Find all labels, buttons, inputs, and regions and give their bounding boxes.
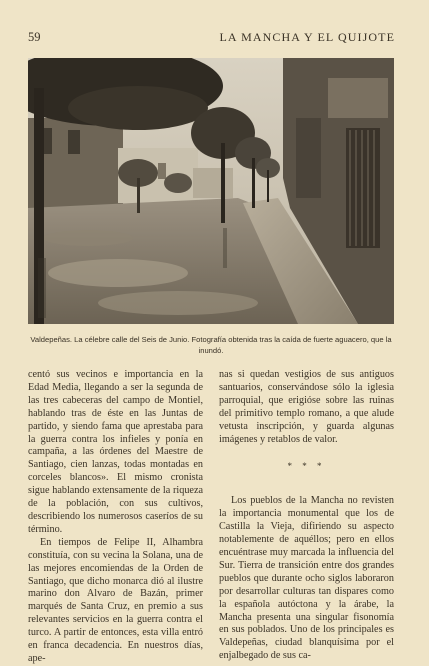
paragraph: nas si quedan vestigios de sus antiguos santuarios, conservándose sólo la iglesia parroquial, que erigióse sobre las ruinas del primitivo templo romano, a que alude vetusta inscripción, y guarda algunas imágenes y retablos de valor.	[219, 369, 394, 445]
left-column	[28, 369, 203, 666]
photo-caption: Valdepeñas. La célebre calle del Seis de Junio. Fotografía obtenida tras la caída de fuerte aguacero, que la inundó.	[30, 335, 392, 355]
paragraph: centó sus vecinos e importancia en la Edad Media, llegando a ser la segunda de las tres cabeceras del campo de Montiel, hablando tras de éste en las Juntas de partido, y siendo fama que aprestaba para la guerra contra los infieles y ponía en campaña, a las órdenes del Maestre de Santiago, cien lanzas, todas montadas en corceles blancos». El mismo cronista sigue hablando extensamente de la riqueza de la población, con sus cultivos, describiendo los numerosos caseríos de su término.	[28, 369, 203, 535]
page-number: 59	[28, 30, 41, 44]
running-head: LA MANCHA Y EL QUIJOTE	[219, 30, 395, 44]
street-photograph	[28, 58, 394, 324]
paragraph: En tiempos de Felipe II, Alhambra constituía, con su vecina la Solana, una de las mejores encomiendas de la Orden de Santiago, que dicho monarca dió al ilustre marino don Alvaro de Bazán, primer marqués de Santa Cruz, en premio a sus relevantes servicios en la guerra contra el turco. A partir de entonces, esta villa entró en franca decadencia. En nuestros días, ape-	[28, 536, 203, 664]
street-photo-image	[28, 58, 394, 324]
section-ornament: * * *	[287, 461, 326, 472]
paragraph: Los pueblos de la Mancha no revisten la importancia monumental que los de Castilla la Vieja, difiriendo su aspecto notablemente de aquéllos; pero en ellos encuéntrase muy marcada la influencia del Sur. Tierra de transición entre dos grandes pueblos que durante ocho siglos laboraron por desarrollar culturas tan dispares como la española autóctona y la árabe, la Mancha presenta una singular fisonomía en sus poblados. Uno de los principales es Valdepeñas, ciudad blanquísima por el enjalbegado de sus ca-	[219, 495, 394, 662]
right-column	[219, 369, 394, 663]
